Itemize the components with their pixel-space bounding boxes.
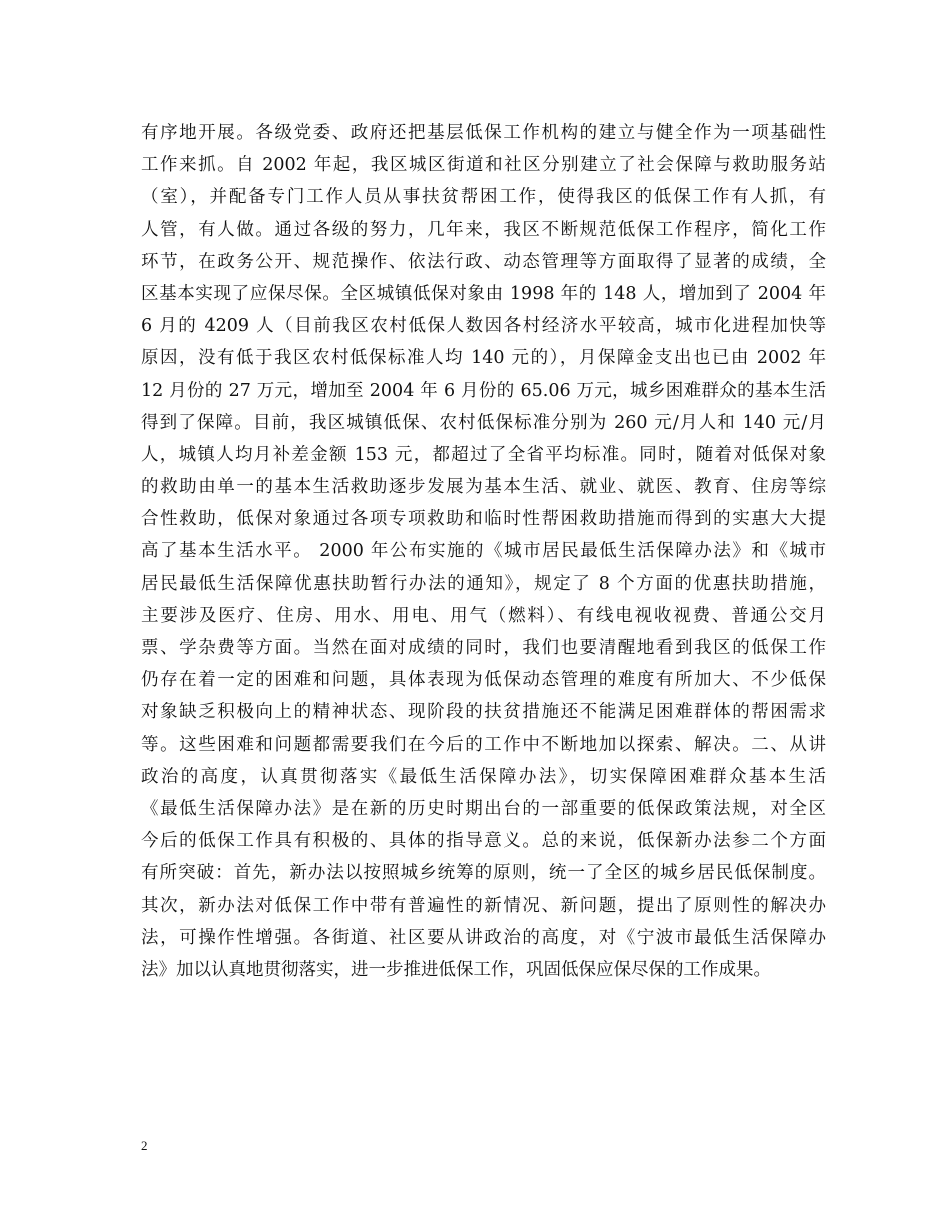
text-line: 人，城镇人均月补差金额 153 元，都超过了全省平均标准。同时，随着对低保对象 [141,444,826,465]
text-line: 《最低生活保障办法》是在新的历史时期出台的一部重要的低保政策法规，对全区 [141,798,826,819]
text-line: （室），并配备专门工作人员从事扶贫帮困工作，使得我区的低保工作有人抓，有 [141,187,826,208]
text-line: 有序地开展。各级党委、政府还把基层低保工作机构的建立与健全作为一项基础性 [141,123,826,143]
body-paragraph [141,117,826,986]
text-line: 仍存在着一定的困难和问题，具体表现为低保动态管理的难度有所加大、不少低保 [141,670,826,691]
text-line: 人管，有人做。通过各级的努力，几年来，我区不断规范低保工作程序，简化工作 [141,219,826,240]
text-line: 对象缺乏积极向上的精神状态、现阶段的扶贫措施还不能满足困难群体的帮困需求 [141,702,826,723]
text-line: 居民最低生活保障优惠扶助暂行办法的通知》，规定了 8 个方面的优惠扶助措施， [141,573,826,594]
text-line: 12 月份的 27 万元，增加至 2004 年 6 月份的 65.06 万元，城乡困难群众的基本生活 [141,380,826,401]
text-line: 的救助由单一的基本生活救助逐步发展为基本生活、就业、就医、教育、住房等综 [141,477,826,498]
text-line: 得到了保障。目前，我区城镇低保、农村低保标准分别为 260 元/月人和 140 元/月 [141,412,826,433]
text-line: 等。这些困难和问题都需要我们在今后的工作中不断地加以探索、解决。二、从讲 [141,734,826,755]
text-line: 高了基本生活水平。 2000 年公布实施的《城市居民最低生活保障办法》和《城市 [141,541,826,562]
text-line: 合性救助，低保对象通过各项专项救助和临时性帮困救助措施而得到的实惠大大提 [141,509,826,530]
text-line: 环节，在政务公开、规范操作、依法行政、动态管理等方面取得了显著的成绩，全 [141,251,826,272]
text-line: 工作来抓。自 2002 年起，我区城区街道和社区分别建立了社会保障与救助服务站 [141,155,826,176]
text-line: 原因，没有低于我区农村低保标准人均 140 元的），月保障金支出也已由 2002 年 [141,348,826,369]
text-line: 今后的低保工作具有积极的、具体的指导意义。总的来说，低保新办法参二个方面 [141,831,826,852]
text-line: 其次，新办法对低保工作中带有普遍性的新情况、新问题，提出了原则性的解决办 [141,895,826,916]
text-line: 政治的高度，认真贯彻落实《最低生活保障办法》，切实保障困难群众基本生活 [141,766,826,787]
text-line: 区基本实现了应保尽保。全区城镇低保对象由 1998 年的 148 人，增加到了 2004 年 [141,283,826,304]
text-line: 票、学杂费等方面。当然在面对成绩的同时，我们也要清醒地看到我区的低保工作 [141,638,826,658]
text-line: 法》加以认真地贯彻落实，进一步推进低保工作，巩固低保应保尽保的工作成果。 [141,959,771,980]
text-line: 主要涉及医疗、住房、用水、用电、用气（燃料）、有线电视收视费、普通公交月 [141,605,826,626]
page-number: 2 [141,1138,148,1153]
text-line: 有所突破：首先，新办法以按照城乡统筹的原则，统一了全区的城乡居民低保制度。 [141,863,826,884]
text-line: 6 月的 4209 人（目前我区农村低保人数因各村经济水平较高，城市化进程加快等 [141,316,826,337]
text-line: 法，可操作性增强。各街道、社区要从讲政治的高度，对《宁波市最低生活保障办 [141,927,826,948]
